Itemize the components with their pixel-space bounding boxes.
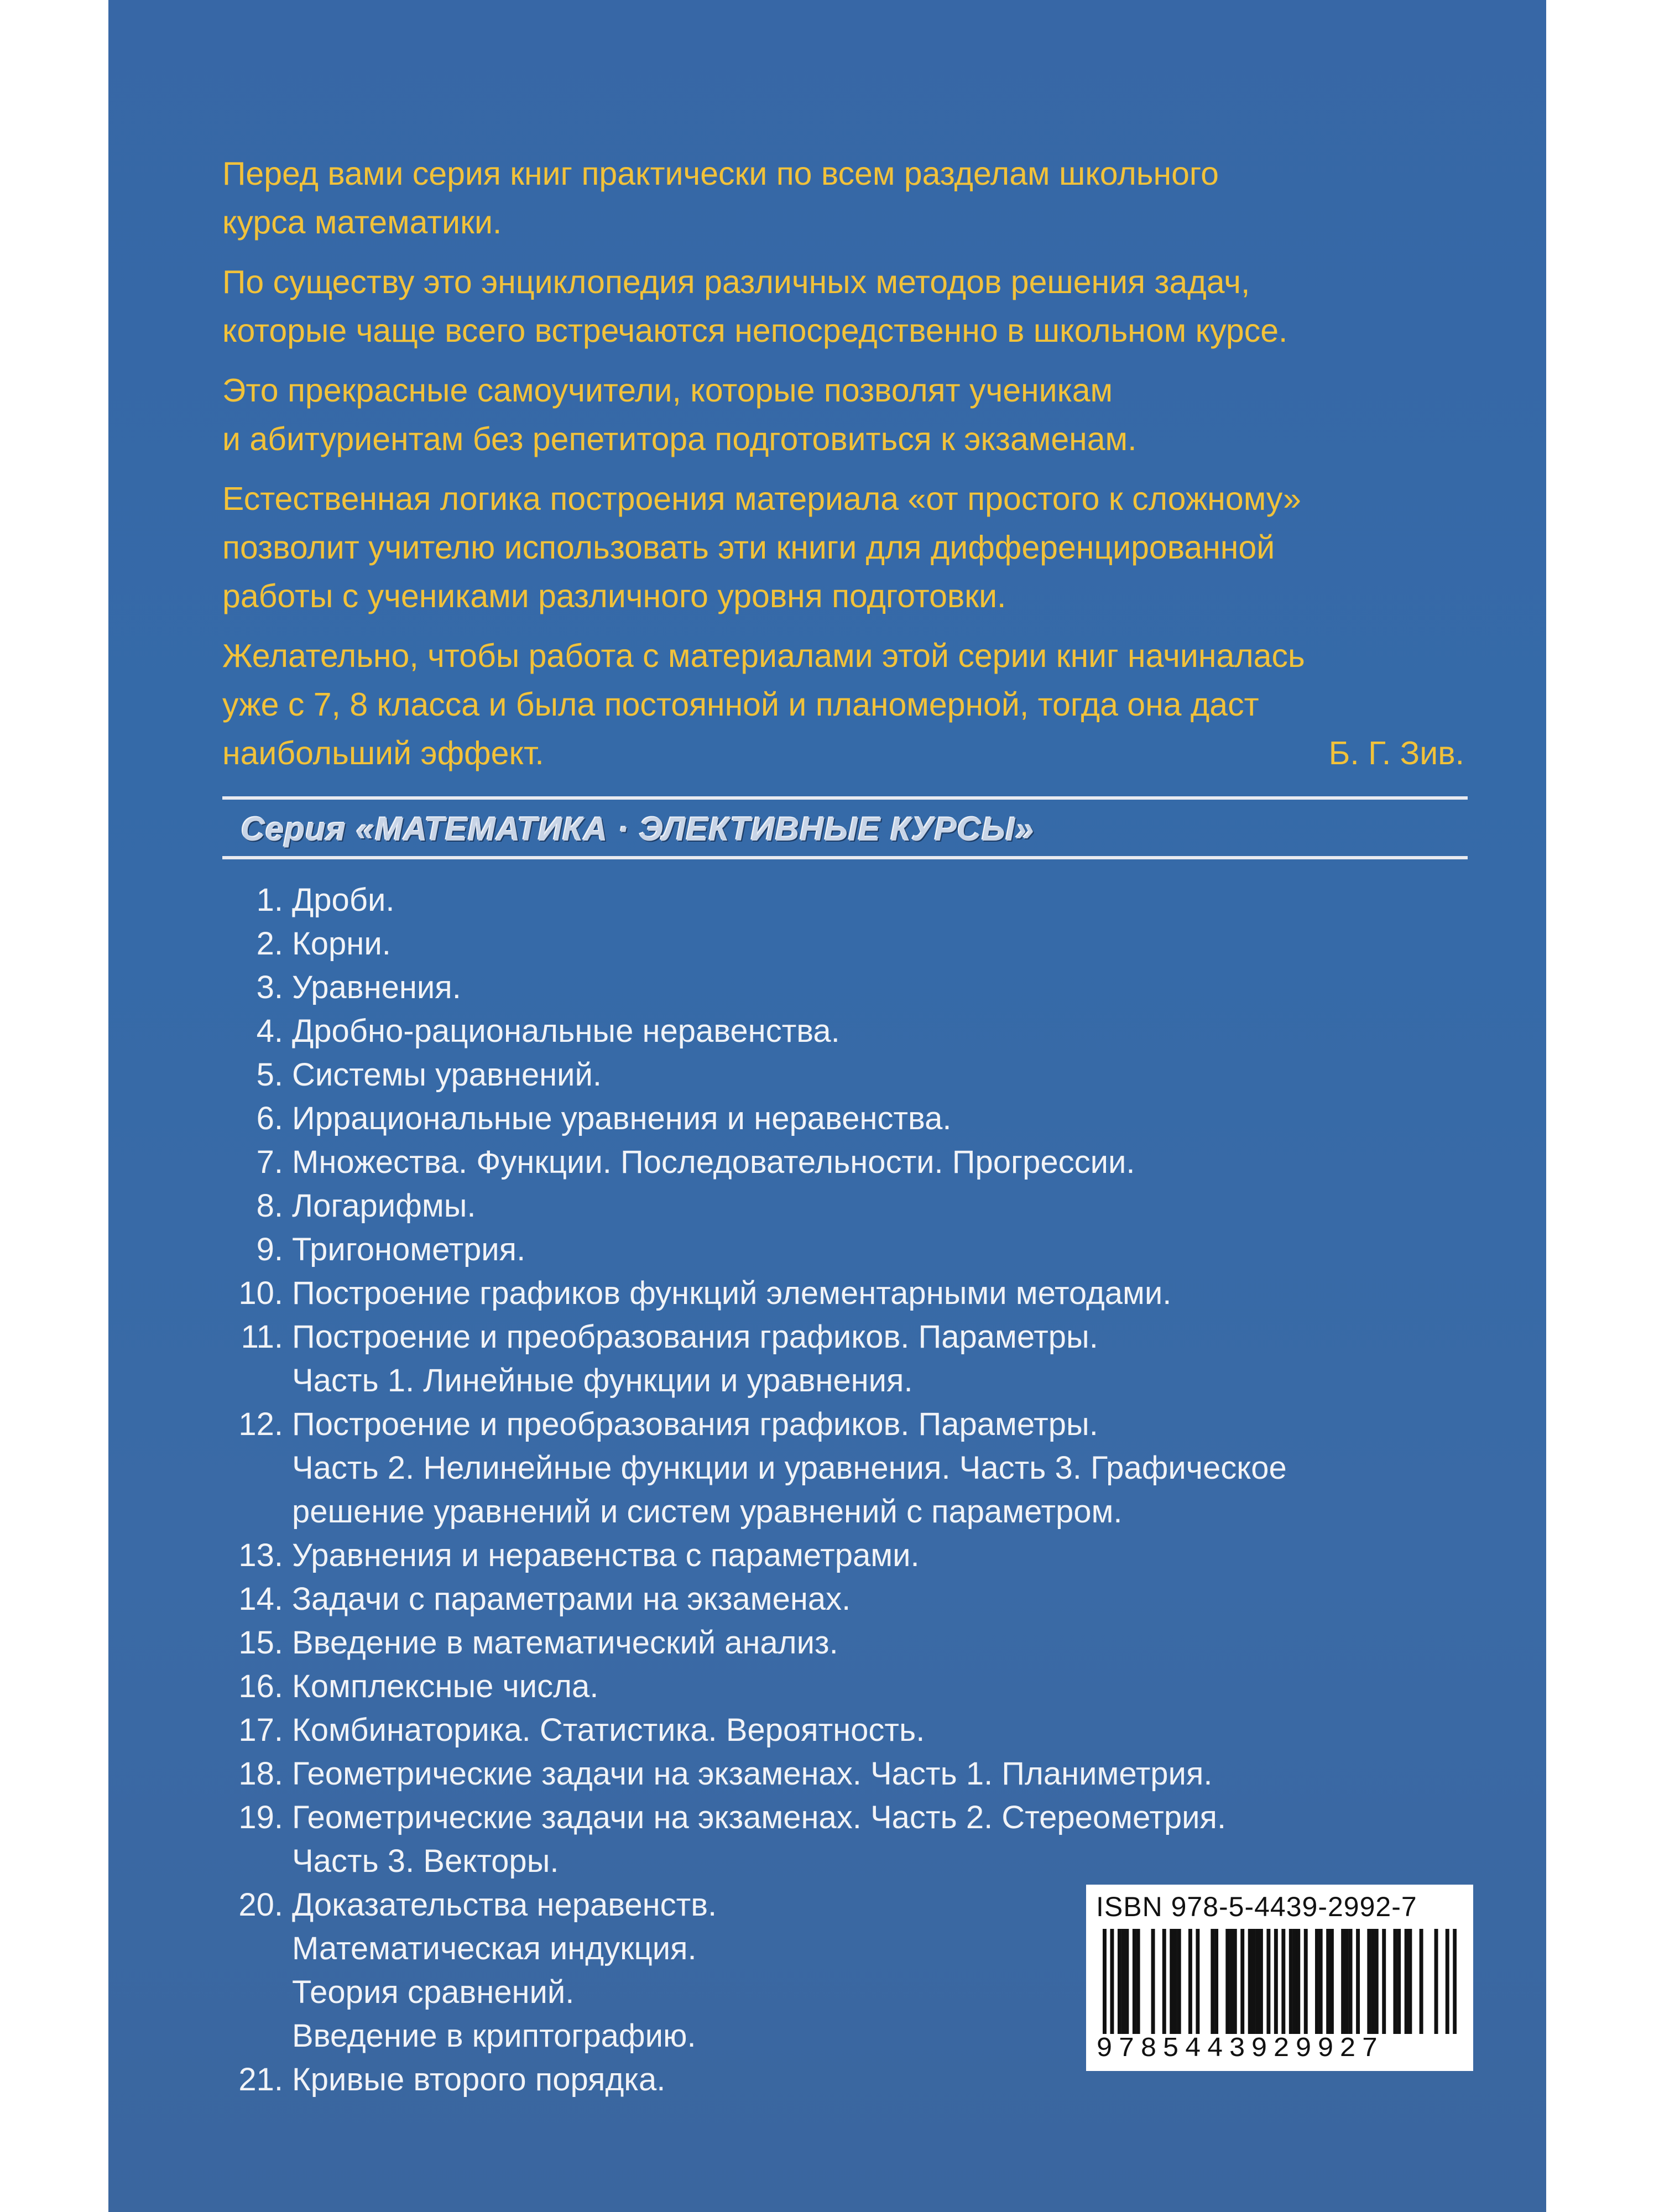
series-item (222, 1228, 1287, 1271)
intro-line: По существу это энциклопедия различных методов решения задач, (222, 264, 1250, 300)
series-item-title: Построение и преобразования графиков. Параметры. (292, 1319, 1098, 1355)
series-item (222, 1271, 1287, 1315)
series-item (222, 1184, 1287, 1228)
series-item-title: Задачи с параметрами на экзаменах. (292, 1581, 851, 1617)
series-item-number: 18. (238, 1756, 283, 1792)
series-item (222, 1665, 1287, 1708)
intro-line: позволит учителю использовать эти книги для дифференцированной (222, 529, 1275, 566)
intro-paragraph (222, 258, 1472, 355)
divider-top (222, 796, 1468, 800)
series-item-number: 21. (238, 2062, 283, 2098)
series-item-title: Дробно-рациональные неравенства. (292, 1013, 840, 1049)
series-item-number: 1. (256, 882, 283, 918)
series-item-number: 8. (256, 1188, 283, 1224)
series-item-number: 14. (238, 1581, 283, 1617)
intro-line: Это прекрасные самоучители, которые позволят ученикам (222, 372, 1113, 409)
series-item (222, 1053, 1287, 1097)
series-item (222, 1533, 1287, 1577)
series-item-number: 3. (256, 969, 283, 1005)
intro-line: Желательно, чтобы работа с материалами этой серии книг начиналась (222, 638, 1305, 674)
series-item (222, 1577, 1287, 1621)
series-item-title: Комбинаторика. Статистика. Вероятность. (292, 1712, 925, 1748)
series-item (222, 1402, 1287, 1533)
intro-paragraph (222, 366, 1472, 463)
intro-line: уже с 7, 8 класса и была постоянной и планомерной, тогда она даст (222, 686, 1259, 723)
series-item-number: 9. (256, 1232, 283, 1267)
series-item (222, 1708, 1287, 1752)
series-item-number: 13. (238, 1537, 283, 1573)
series-item-title: Часть 1. Линейные функции и уравнения. (292, 1363, 913, 1399)
series-item-number: 5. (256, 1057, 283, 1093)
series-item (222, 878, 1287, 922)
series-item-number: 11. (241, 1319, 283, 1355)
series-item (222, 1796, 1287, 1883)
series-item (222, 966, 1287, 1009)
series-item-title: Геометрические задачи на экзаменах. Часть 2. Стереометрия. (292, 1799, 1227, 1835)
series-item-title: Геометрические задачи на экзаменах. Часть 1. Планиметрия. (292, 1756, 1213, 1792)
intro-line: курса математики. (222, 204, 502, 241)
series-title: Серия «МАТЕМАТИКА · ЭЛЕКТИВНЫЕ КУРСЫ» (241, 811, 1035, 848)
intro-paragraph (222, 149, 1472, 247)
isbn-barcode-block (1086, 1885, 1473, 2071)
series-item-number: 4. (256, 1013, 283, 1049)
series-item-title: Введение в криптографию. (292, 2018, 696, 2054)
author-signature: Б. Г. Зив. (1328, 735, 1464, 771)
left-margin (0, 0, 108, 2212)
intro-line: которые чаще всего встречаются непосредственно в школьном курсе. (222, 312, 1288, 349)
series-item-title: Построение и преобразования графиков. Параметры. (292, 1406, 1098, 1442)
series-item (222, 1621, 1287, 1665)
series-item (222, 1140, 1287, 1184)
series-item-title: Теория сравнений. (292, 1974, 575, 2010)
series-item-title: Множества. Функции. Последовательности. Прогрессии. (292, 1144, 1135, 1180)
intro-line: Перед вами серия книг практически по всем разделам школьного (222, 155, 1219, 192)
series-item (222, 1315, 1287, 1402)
series-item (222, 1097, 1287, 1140)
series-item-number: 19. (238, 1799, 283, 1835)
series-item-title: Часть 2. Нелинейные функции и уравнения. Часть 3. Графическое (292, 1450, 1287, 1486)
series-item-title: Тригонометрия. (292, 1232, 526, 1267)
series-item (222, 1009, 1287, 1053)
isbn-label: ISBN 978-5-4439-2992-7 (1096, 1891, 1417, 1922)
series-item-number: 12. (238, 1406, 283, 1442)
series-item-number: 6. (256, 1100, 283, 1136)
intro-line: Естественная логика построения материала «от простого к сложному» (222, 481, 1301, 517)
series-item-title: Логарифмы. (292, 1188, 476, 1224)
intro-paragraph (222, 474, 1472, 620)
ean-digits: 9785443929927 (1096, 2033, 1384, 2065)
divider-bottom (222, 856, 1468, 859)
series-item (222, 1752, 1287, 1796)
series-item-title: Уравнения и неравенства с параметрами. (292, 1537, 920, 1573)
series-item-title: Часть 3. Векторы. (292, 1843, 559, 1879)
series-item-title: решение уравнений и систем уравнений с параметром. (292, 1494, 1123, 1530)
series-item-title: Системы уравнений. (292, 1057, 602, 1093)
series-item-title: Корни. (292, 926, 391, 962)
barcode-icon (1103, 1929, 1457, 2034)
series-item-number: 7. (256, 1144, 283, 1180)
series-item-number: 17. (238, 1712, 283, 1748)
series-item-number: 16. (238, 1668, 283, 1704)
series-item (222, 922, 1287, 966)
series-item-title: Комплексные числа. (292, 1668, 599, 1704)
intro-line: наибольший эффект. (222, 735, 544, 771)
series-item-title: Кривые второго порядка. (292, 2062, 666, 2098)
intro-line: работы с учениками различного уровня подготовки. (222, 578, 1006, 614)
series-item-number: 20. (238, 1887, 283, 1923)
series-item-number: 10. (238, 1275, 283, 1311)
series-item-number: 2. (256, 926, 283, 962)
intro-paragraph (222, 632, 1472, 778)
series-item-title: Математическая индукция. (292, 1931, 697, 1966)
series-item-number: 15. (238, 1625, 283, 1661)
series-item-title: Построение графиков функций элементарными методами. (292, 1275, 1172, 1311)
series-item-title: Введение в математический анализ. (292, 1625, 838, 1661)
series-item-title: Дроби. (292, 882, 395, 918)
right-margin (1546, 0, 1659, 2212)
book-back-cover (108, 0, 1546, 2212)
series-item-title: Иррациональные уравнения и неравенства. (292, 1100, 952, 1136)
series-item-title: Уравнения. (292, 969, 461, 1005)
intro-text (222, 149, 1472, 789)
series-item-title: Доказательства неравенств. (292, 1887, 717, 1923)
intro-line: и абитуриентам без репетитора подготовиться к экзаменам. (222, 421, 1137, 457)
